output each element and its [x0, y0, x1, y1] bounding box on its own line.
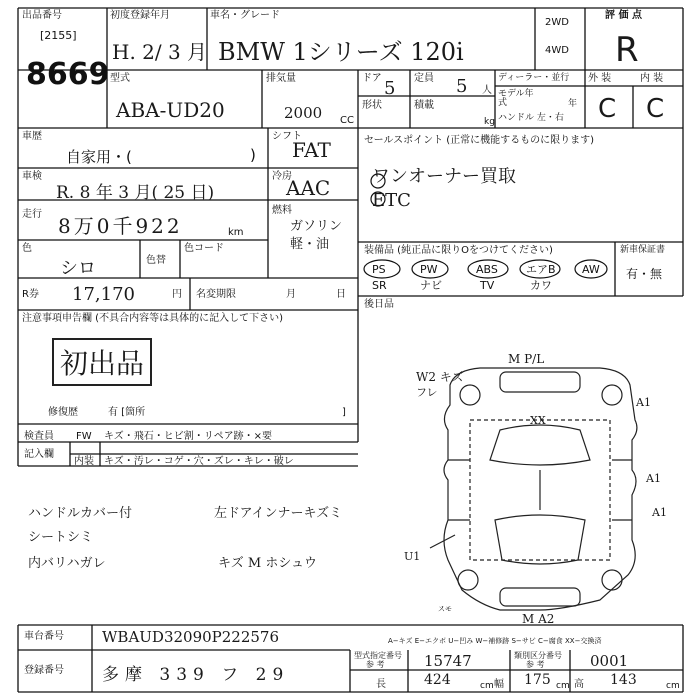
lot-sub: [2155] — [40, 29, 77, 42]
model-year-label: モデル年式 — [498, 89, 534, 108]
cooler-value: AAC — [286, 176, 331, 200]
first-listing-stamp: 初出品 — [52, 338, 152, 386]
fw-items: キズ・飛石・ヒビ割・リペア跡・×要 — [104, 431, 272, 442]
length-value: 424 — [424, 672, 451, 688]
capacity-label: 定員 — [414, 73, 434, 84]
length-label: 長 — [376, 679, 386, 690]
type-label: 型式 — [110, 73, 130, 84]
equipment-label: 装備品 (純正品に限りOをつけてください) — [364, 245, 553, 256]
height-value: 143 — [610, 672, 637, 688]
rating-value: R — [615, 30, 639, 70]
warranty-value: 有・無 — [626, 267, 663, 281]
shape-label: 形状 — [362, 100, 382, 111]
dealer-label: ディーラー・並行 — [498, 73, 570, 83]
height-label: 高 — [574, 679, 584, 690]
month-unit: 月 — [286, 289, 296, 300]
length-unit: cm — [480, 681, 494, 691]
first-reg-label: 初度登録年月 — [110, 10, 170, 21]
doors-value: 5 — [384, 78, 396, 99]
interior-label: 内 装 — [640, 73, 664, 84]
repair-value: 有 [箇所 — [108, 407, 146, 418]
name-change-label: 名変期限 — [196, 289, 236, 300]
width-label: 幅 — [494, 679, 504, 690]
color-code-label: 色コード — [184, 243, 224, 254]
exterior-value: C — [598, 94, 617, 124]
mark-w2-kiz: W2 キズ — [416, 370, 464, 384]
equip-sr: SR — [372, 279, 387, 292]
chassis-label: 車台番号 — [24, 631, 64, 642]
color-label: 色 — [22, 243, 32, 254]
drive-4wd: 4WD — [545, 45, 569, 56]
model-value: BMW 1シリーズ 120i — [218, 38, 464, 66]
fuel-label: 燃料 — [272, 205, 292, 216]
height-unit: cm — [666, 681, 680, 691]
model-year-unit: 年 — [568, 99, 578, 109]
inspector-note-5: キズ M ホシュウ — [218, 556, 318, 571]
equip-navi: ナビ — [420, 279, 442, 292]
reg-value: 多摩 339 フ 29 — [102, 665, 290, 685]
mark-m-pl: M P/L — [508, 352, 545, 366]
mark-xx: XX — [530, 414, 546, 427]
interior-items: キズ・汚レ・コゲ・穴・ズレ・キレ・破レ — [104, 456, 294, 467]
mark-a1-right-low: A1 — [652, 506, 667, 519]
width-value: 175 — [524, 672, 551, 688]
mark-bottom: M A2 — [522, 612, 555, 626]
history-label: 車歴 — [22, 131, 42, 142]
notes-label: 注意事項申告欄 (不具合内容等は具体的に記入して下さい) — [22, 313, 283, 324]
handle-label: ハンドル 左・右 — [498, 113, 564, 123]
capacity-unit: 人 — [482, 85, 492, 96]
type-cert-sub: 参 考 — [366, 660, 385, 669]
cooler-label: 冷房 — [272, 171, 292, 182]
displacement-label: 排気量 — [266, 73, 296, 84]
class-sub: 参 考 — [526, 660, 545, 669]
mark-u1: U1 — [404, 550, 421, 563]
mark-sumo: スモ — [438, 605, 452, 613]
color-value: シロ — [60, 258, 96, 279]
displacement-value: 2000 — [284, 104, 323, 122]
mileage-label: 走行 — [22, 209, 42, 220]
diagram-legend: A−キズ E−エクボ U−凹み W−補修跡 S−サビ C−腐食 XX−交換済 — [388, 637, 602, 645]
fuel-value: ガソリン 軽・油 — [290, 219, 343, 252]
inspector-note-4: 内バリハガレ — [28, 556, 106, 571]
day-unit: 日 — [336, 289, 346, 300]
warranty-label: 新車保証書 — [620, 245, 666, 255]
load-unit: kg — [484, 117, 495, 127]
lot-label: 出品番号 — [22, 10, 62, 21]
type-value: ABA-UD20 — [116, 98, 225, 122]
inspector-label: 検査員 — [24, 431, 54, 442]
repair-close: ] — [342, 407, 346, 418]
equip-aw: AW — [582, 263, 600, 276]
load-label: 積載 — [414, 100, 434, 111]
later-date-label: 後日品 — [364, 299, 394, 310]
sales-point-label: セールスポイント (正常に機能するものに限ります) — [364, 135, 595, 146]
equip-pw: PW — [420, 263, 438, 276]
drive-2wd: 2WD — [545, 17, 569, 28]
mark-a1-right-mid: A1 — [646, 472, 661, 485]
inspector-note-3: シートシミ — [28, 530, 94, 545]
capacity-value: 5 — [456, 76, 468, 97]
reg-label: 登録番号 — [24, 665, 64, 676]
history-value: 自家用・( — [66, 148, 132, 166]
equip-abs: ABS — [476, 263, 498, 276]
shift-label: シフト — [272, 131, 302, 142]
equip-ps: PS — [372, 263, 386, 276]
interior-row-label: 内装 — [74, 456, 94, 467]
interior-value: C — [646, 94, 665, 124]
repair-label: 修復歴 — [48, 407, 78, 418]
class-label: 類別区分番号 — [514, 651, 562, 660]
color-change-label: 色替 — [146, 255, 166, 266]
equip-leather: カワ — [530, 279, 552, 292]
mileage-value: 8万0千922 — [58, 214, 183, 238]
model-label: 車名・グレード — [210, 10, 280, 21]
equip-airbag: エアB — [526, 263, 556, 276]
mark-a1-right-top: A1 — [636, 396, 651, 409]
inspector-note-1: ハンドルカバー付 — [28, 506, 133, 521]
mileage-unit: km — [228, 227, 244, 238]
fw-label: FW — [76, 431, 92, 442]
sales-point-line2: ETC — [372, 190, 411, 211]
history-close: ) — [250, 146, 256, 164]
doors-label: ドア — [362, 73, 382, 84]
recycle-unit: 円 — [172, 289, 182, 300]
mark-flare: フレ — [416, 386, 438, 399]
width-unit: cm — [556, 681, 570, 691]
inspection-label: 車検 — [22, 171, 42, 182]
recycle-value: 17,170 — [72, 284, 135, 305]
shift-value: FAT — [292, 138, 331, 162]
class-value: 0001 — [590, 652, 629, 670]
type-cert-label: 型式指定番号 — [354, 651, 402, 660]
recycle-label: R券 — [22, 289, 39, 300]
exterior-label: 外 装 — [588, 73, 612, 84]
type-cert-value: 15747 — [424, 652, 472, 670]
rating-label: 評 価 点 — [605, 10, 642, 21]
chassis-value: WBAUD32090P222576 — [102, 628, 280, 646]
first-reg-value: H. 2/ 3 月 — [112, 40, 208, 64]
entry-label: 記入欄 — [24, 449, 54, 460]
sales-point-line1: ワンオーナー買取 — [372, 166, 516, 187]
inspection-value: R. 8 年 3 月( 25 日) — [56, 183, 215, 203]
displacement-unit: CC — [340, 115, 354, 126]
inspector-note-2: 左ドアインナーキズミ — [214, 506, 343, 521]
equip-tv: TV — [480, 279, 495, 292]
lot-number: 8669 — [26, 57, 110, 92]
